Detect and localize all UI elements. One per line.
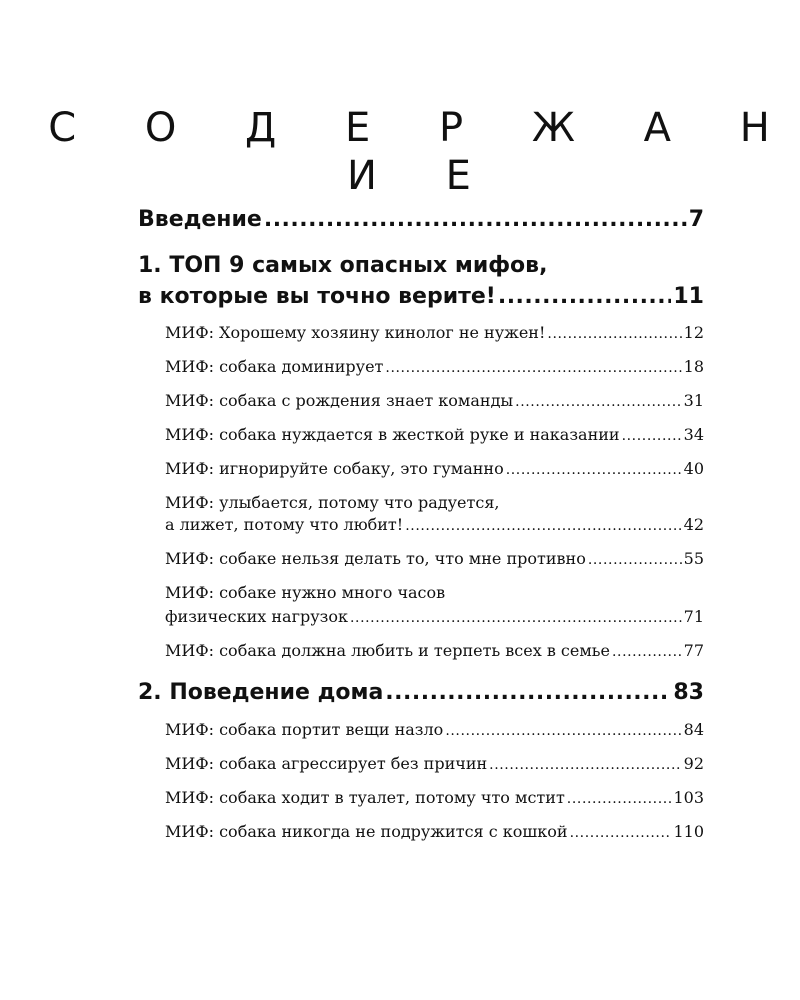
toc-subentry: [165, 640, 704, 663]
toc-subentry-page: 103: [673, 788, 704, 807]
toc-subentry-label: МИФ: Хорошему хозяину кинолог не нужен!: [165, 323, 546, 342]
toc-subentry: [165, 753, 704, 776]
toc-subentry-page: 71: [683, 607, 704, 626]
toc-subentry-label: МИФ: собака нуждается в жесткой руке и наказании: [165, 425, 620, 444]
toc-subentry-label: МИФ: игнорируйте собаку, это гуманно: [165, 459, 504, 478]
dot-leader: [622, 425, 682, 447]
dot-leader: [547, 323, 681, 345]
toc-subentry-page: 31: [683, 391, 704, 410]
toc-subentry-line1: МИФ: собаке нужно много часов: [165, 583, 446, 602]
dot-leader: [445, 720, 681, 742]
toc-subentry: [165, 606, 704, 629]
dot-leader: [489, 754, 681, 776]
dot-leader: [385, 678, 671, 708]
toc-subentry: [165, 356, 704, 379]
toc-entry-section-1: [138, 282, 704, 312]
dot-leader: [498, 282, 672, 312]
toc-subentry-page: 18: [683, 357, 704, 376]
toc-subentry-page: 42: [683, 515, 704, 534]
toc-subentry-label: а лижет, потому что любит!: [165, 515, 404, 534]
dot-leader: [405, 515, 681, 537]
toc-subentry-label: МИФ: собаке нельзя делать то, что мне противно: [165, 549, 586, 568]
dot-leader: [612, 641, 682, 663]
toc-subentry-page: 84: [683, 720, 704, 739]
toc-subentry: [165, 390, 704, 413]
toc-entry-intro: [138, 205, 704, 235]
toc-subentry: [165, 719, 704, 742]
toc-subentry-line1: МИФ: улыбается, потому что радуется,: [165, 493, 500, 512]
dot-leader: [515, 391, 681, 413]
toc-subentry-page: 55: [683, 549, 704, 568]
toc-subentry: [165, 458, 704, 481]
toc-subentry-page: 77: [683, 641, 704, 660]
toc-subentry-label: МИФ: собака портит вещи назло: [165, 720, 444, 739]
toc-entry-label: 2. Поведение дома: [138, 680, 384, 705]
dot-leader: [350, 607, 682, 629]
toc-subentry-label: МИФ: собака доминирует: [165, 357, 384, 376]
toc-subentry-page: 40: [683, 459, 704, 478]
toc-subentry-page: 110: [673, 822, 704, 841]
dot-leader: [570, 822, 672, 844]
section-1-title-line1: 1. ТОП 9 самых опасных мифов,: [138, 253, 548, 278]
toc-entry-section-2: [138, 678, 704, 708]
toc-subentry-page: 34: [683, 425, 704, 444]
page-title: С О Д Е Р Ж А Н И Е: [48, 105, 798, 199]
toc-subentry: [165, 424, 704, 447]
dot-leader: [567, 788, 672, 810]
toc-subentry: [165, 548, 704, 571]
toc-entry-label: Введение: [138, 207, 262, 232]
toc-subentry-label: МИФ: собака должна любить и терпеть всех в семье: [165, 641, 610, 660]
toc-entry-page: 11: [673, 284, 704, 309]
dot-leader: [506, 459, 682, 481]
toc-entry-label: в которые вы точно верите!: [138, 284, 496, 309]
toc-subentry-label: физических нагрузок: [165, 607, 348, 626]
toc-subentry: [165, 322, 704, 345]
toc-subentry: [165, 787, 704, 810]
toc-subentry: [165, 514, 704, 537]
toc-entry-page: 83: [673, 680, 704, 705]
toc-subentry-page: 12: [683, 323, 704, 342]
toc-subentry-label: МИФ: собака ходит в туалет, потому что мстит: [165, 788, 565, 807]
dot-leader: [588, 549, 682, 571]
dot-leader: [264, 205, 687, 235]
toc-subentry-label: МИФ: собака с рождения знает команды: [165, 391, 514, 410]
toc-subentry: [165, 821, 704, 844]
toc-subentry-page: 92: [683, 754, 704, 773]
dot-leader: [385, 357, 681, 379]
toc-subentry-label: МИФ: собака агрессирует без причин: [165, 754, 488, 773]
toc-subentry-label: МИФ: собака никогда не подружится с кошкой: [165, 822, 568, 841]
toc-entry-page: 7: [688, 207, 704, 232]
